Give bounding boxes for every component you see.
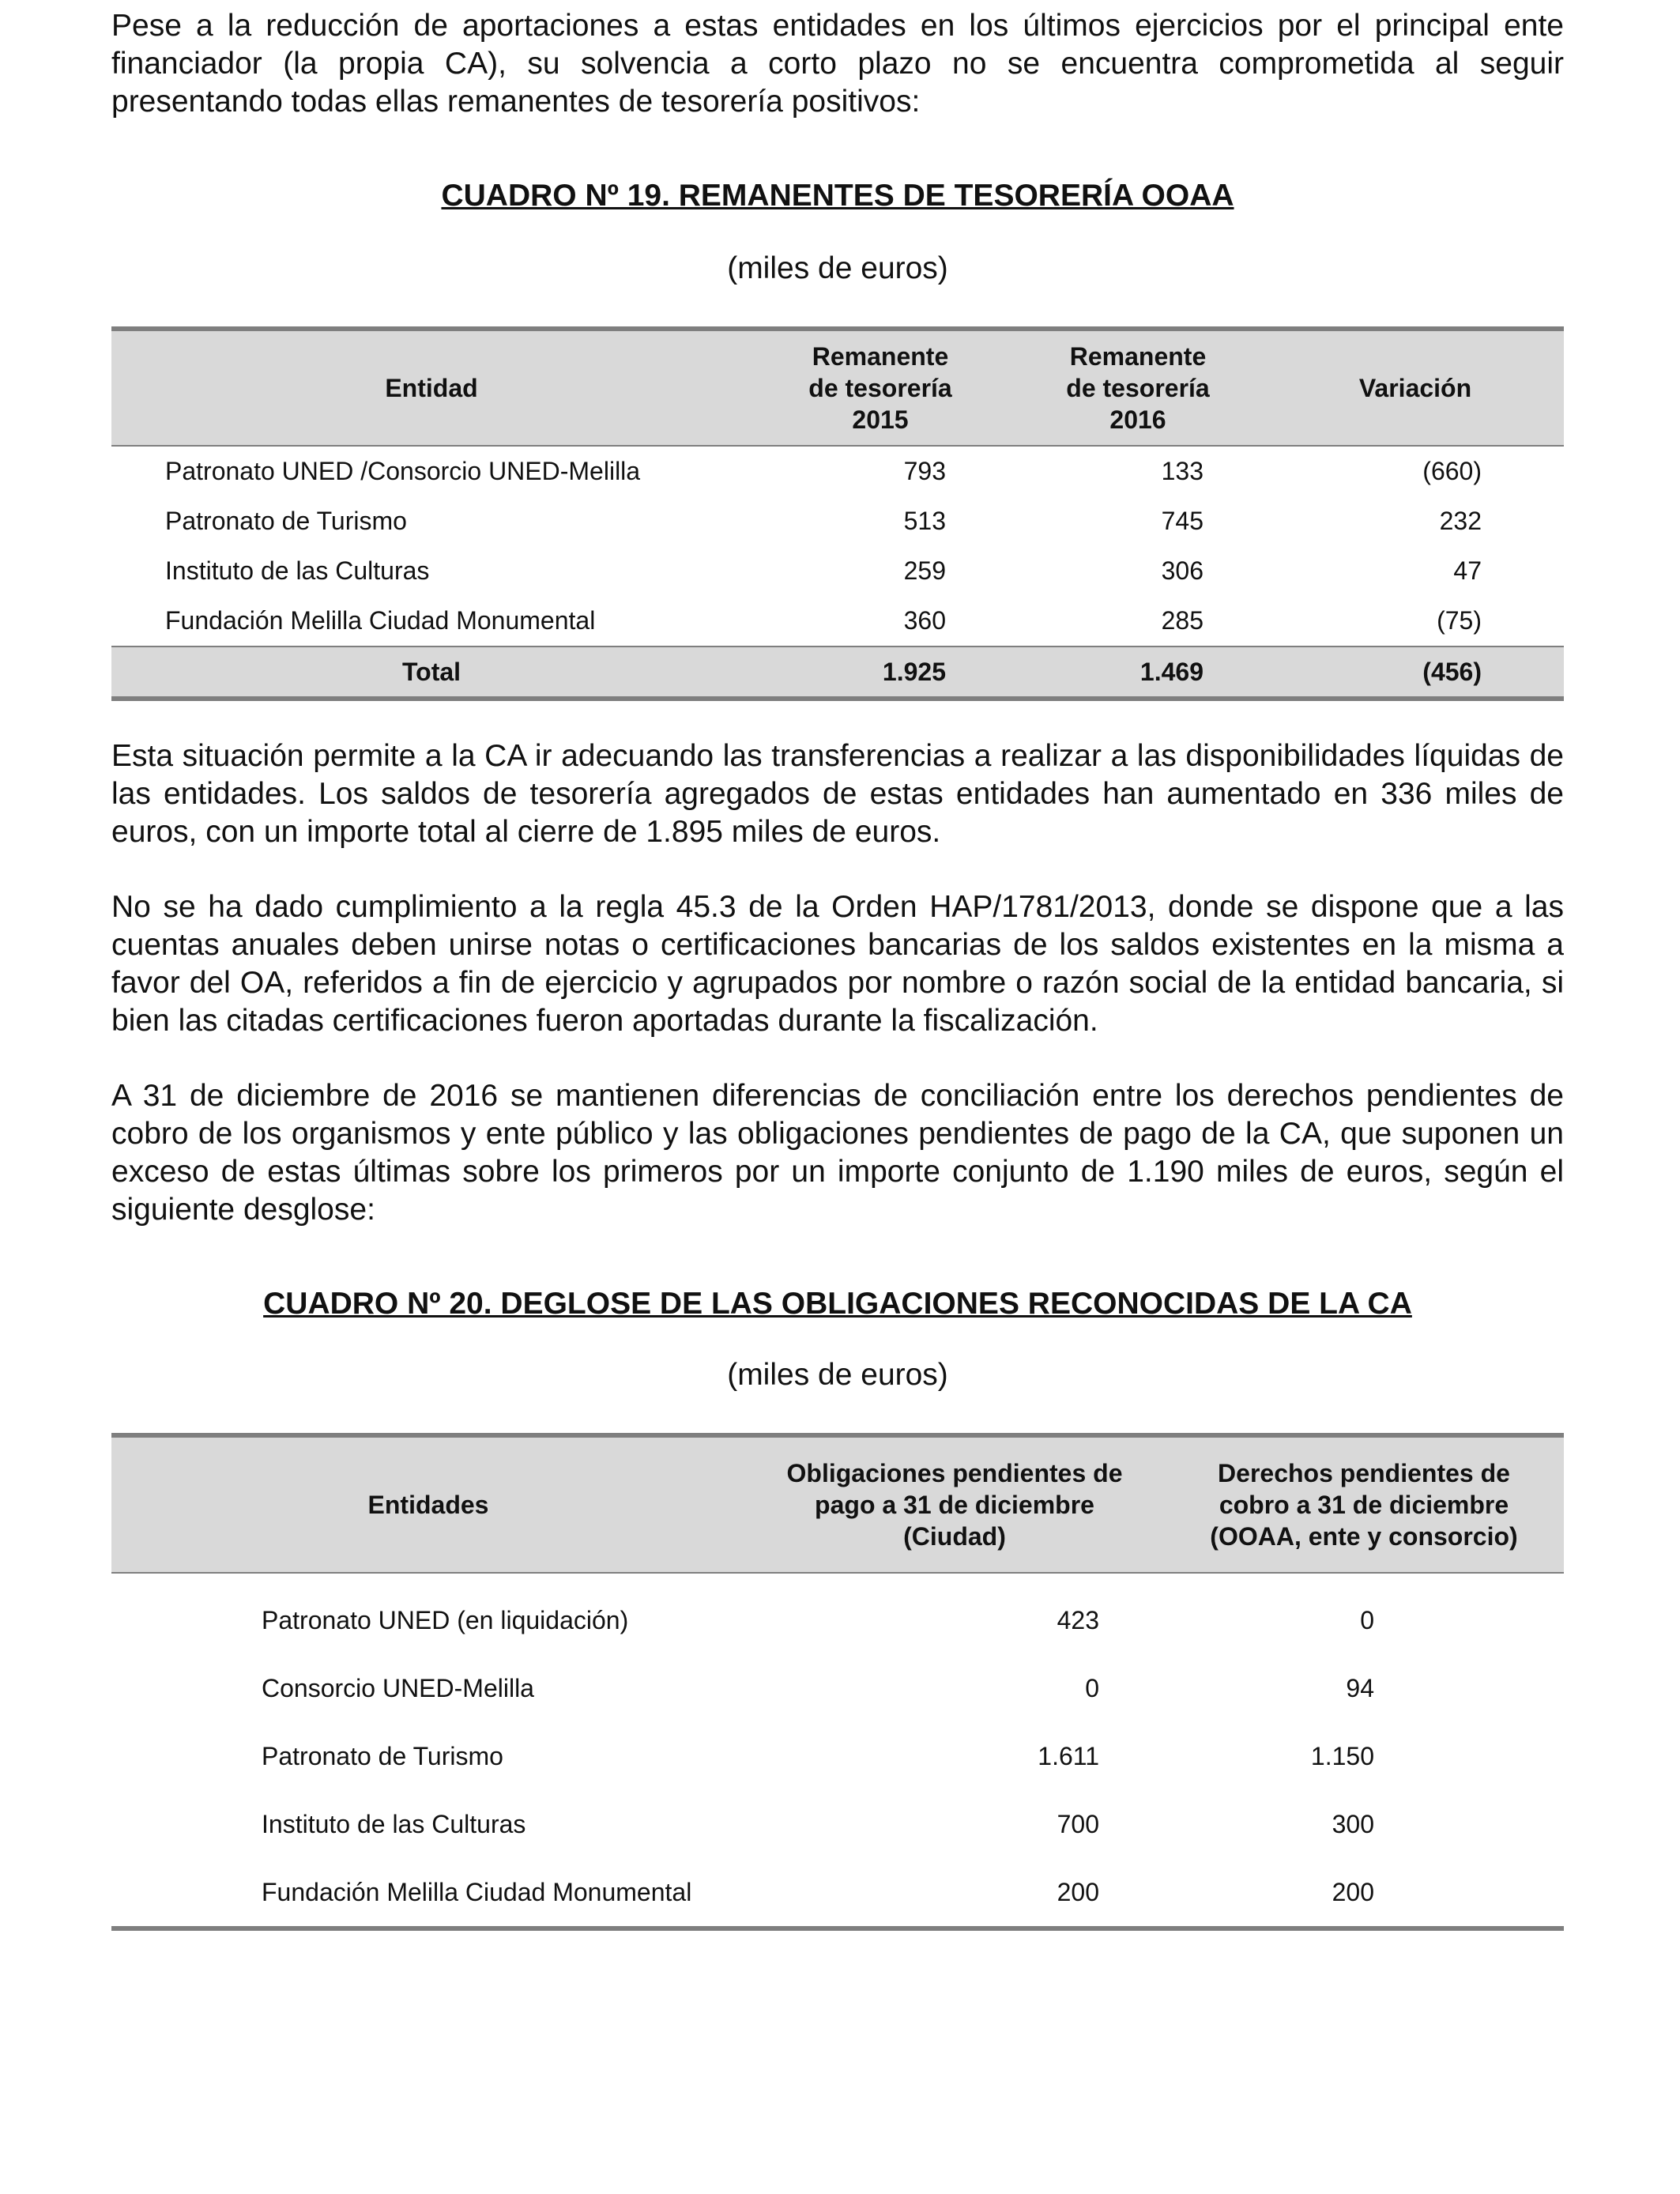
- table1-title: CUADRO Nº 19. REMANENTES DE TESORERÍA OOAA: [441, 179, 1234, 213]
- header-line: (Ciudad): [903, 1522, 1006, 1551]
- cell-obligaciones: 1.611: [1038, 1741, 1099, 1770]
- cell-entidad: Patronato UNED /Consorcio UNED-Melilla: [165, 457, 641, 485]
- table-total-row: [111, 647, 1564, 699]
- cell-total-rem2015: 1.925: [751, 647, 1009, 699]
- col-header-variacion: Variación: [1267, 329, 1564, 446]
- cell-derechos: 200: [1332, 1877, 1374, 1906]
- table-row: [111, 446, 1564, 496]
- cell-rem2016: 306: [1161, 556, 1203, 585]
- cell-entidad: Patronato de Turismo: [165, 507, 407, 535]
- header-line: 2015: [852, 405, 909, 434]
- intro-paragraph: Pese a la reducción de aportaciones a estas entidades en los últimos ejercicios por el principal ente financiador (la propia CA), su solvencia a corto plazo no se encuentra comprometida al seguir presentando todas ellas remanentes de tesorería positivos:: [111, 9, 1564, 119]
- cell-derechos: 1.150: [1310, 1741, 1374, 1770]
- cell-entidad: Consorcio UNED-Melilla: [262, 1673, 534, 1702]
- table-header-row: [111, 1435, 1564, 1573]
- cell-obligaciones: 0: [1085, 1673, 1099, 1702]
- table-row: [111, 596, 1564, 647]
- cell-rem2015: 259: [903, 556, 946, 585]
- table-header-row: [111, 329, 1564, 446]
- paragraph-situacion: Esta situación permite a la CA ir adecuando las transferencias a realizar a las disponibilidades líquidas de las entidades. Los saldos de tesorería agregados de estas entidades han aumentado en 336 miles de euros, con un importe total al cierre de 1.895 miles de euros.: [111, 739, 1564, 849]
- cell-derechos: 300: [1332, 1809, 1374, 1838]
- cell-entidad: Fundación Melilla Ciudad Monumental: [165, 606, 596, 635]
- cell-variacion: (660): [1422, 457, 1482, 485]
- header-line: Remanente: [812, 342, 949, 371]
- header-line: 2016: [1109, 405, 1166, 434]
- table-obligaciones: [111, 1433, 1564, 1931]
- cell-total-rem2016: 1.469: [1009, 647, 1267, 699]
- cell-rem2016: 285: [1161, 606, 1203, 635]
- table2-title: CUADRO Nº 20. DEGLOSE DE LAS OBLIGACIONES RECONOCIDAS DE LA CA: [263, 1287, 1412, 1321]
- cell-derechos: 94: [1346, 1673, 1374, 1702]
- cell-rem2015: 360: [903, 606, 946, 635]
- table-row: [111, 1790, 1564, 1858]
- header-line: pago a 31 de diciembre: [815, 1491, 1094, 1519]
- table-row: [111, 546, 1564, 596]
- header-line: Derechos pendientes de: [1218, 1459, 1510, 1487]
- header-line: cobro a 31 de diciembre: [1219, 1491, 1509, 1519]
- cell-rem2015: 793: [903, 457, 946, 485]
- header-line: Remanente: [1069, 342, 1207, 371]
- table-remanentes-tesoreria: [111, 326, 1564, 701]
- cell-entidad: Fundación Melilla Ciudad Monumental: [262, 1877, 692, 1906]
- cell-variacion: 47: [1453, 556, 1482, 585]
- table-row: [111, 496, 1564, 546]
- table2-unit: (miles de euros): [727, 1358, 948, 1392]
- cell-total-label: Total: [111, 647, 751, 699]
- cell-total-variacion: (456): [1267, 647, 1564, 699]
- cell-entidad: Patronato UNED (en liquidación): [262, 1605, 629, 1634]
- header-line: de tesorería: [1066, 374, 1210, 402]
- header-line: (OOAA, ente y consorcio): [1210, 1522, 1518, 1551]
- table-row: [111, 1654, 1564, 1722]
- cell-variacion: 232: [1439, 507, 1482, 535]
- cell-rem2015: 513: [903, 507, 946, 535]
- cell-obligaciones: 200: [1057, 1877, 1099, 1906]
- cell-variacion: (75): [1437, 606, 1482, 635]
- col-header-entidad: Entidad: [111, 329, 751, 446]
- table-row: [111, 1858, 1564, 1928]
- cell-rem2016: 745: [1161, 507, 1203, 535]
- col-header-remanente-2015: [751, 329, 1009, 446]
- col-header-derechos: [1164, 1435, 1564, 1573]
- cell-entidad: Patronato de Turismo: [262, 1741, 503, 1770]
- header-line: Obligaciones pendientes de: [786, 1459, 1123, 1487]
- col-header-entidades: Entidades: [111, 1435, 745, 1573]
- paragraph-regla: No se ha dado cumplimiento a la regla 45.3 de la Orden HAP/1781/2013, donde se dispone que a las cuentas anuales deben unirse notas o certificaciones bancarias de los saldos existentes en la misma a favor del OA, referidos a fin de ejercicio y agrupados por nombre o razón social de la entidad bancaria, si bien las citadas certificaciones fueron aportadas durante la fiscalización.: [111, 890, 1564, 1038]
- table-row: [111, 1573, 1564, 1654]
- paragraph-conciliacion: A 31 de diciembre de 2016 se mantienen diferencias de conciliación entre los derechos pendientes de cobro de los organismos y ente público y las obligaciones pendientes de pago de la CA, que suponen un exceso de estas últimas sobre los primeros por un importe conjunto de 1.190 miles de euros, según el siguiente desglose:: [111, 1079, 1564, 1227]
- cell-rem2016: 133: [1161, 457, 1203, 485]
- cell-obligaciones: 700: [1057, 1809, 1099, 1838]
- header-line: de tesorería: [808, 374, 952, 402]
- cell-entidad: Instituto de las Culturas: [262, 1809, 526, 1838]
- cell-derechos: 0: [1360, 1605, 1374, 1634]
- table1-unit: (miles de euros): [727, 251, 948, 285]
- cell-obligaciones: 423: [1057, 1605, 1099, 1634]
- col-header-remanente-2016: [1009, 329, 1267, 446]
- table-row: [111, 1722, 1564, 1790]
- cell-entidad: Instituto de las Culturas: [165, 556, 430, 585]
- col-header-obligaciones: [745, 1435, 1164, 1573]
